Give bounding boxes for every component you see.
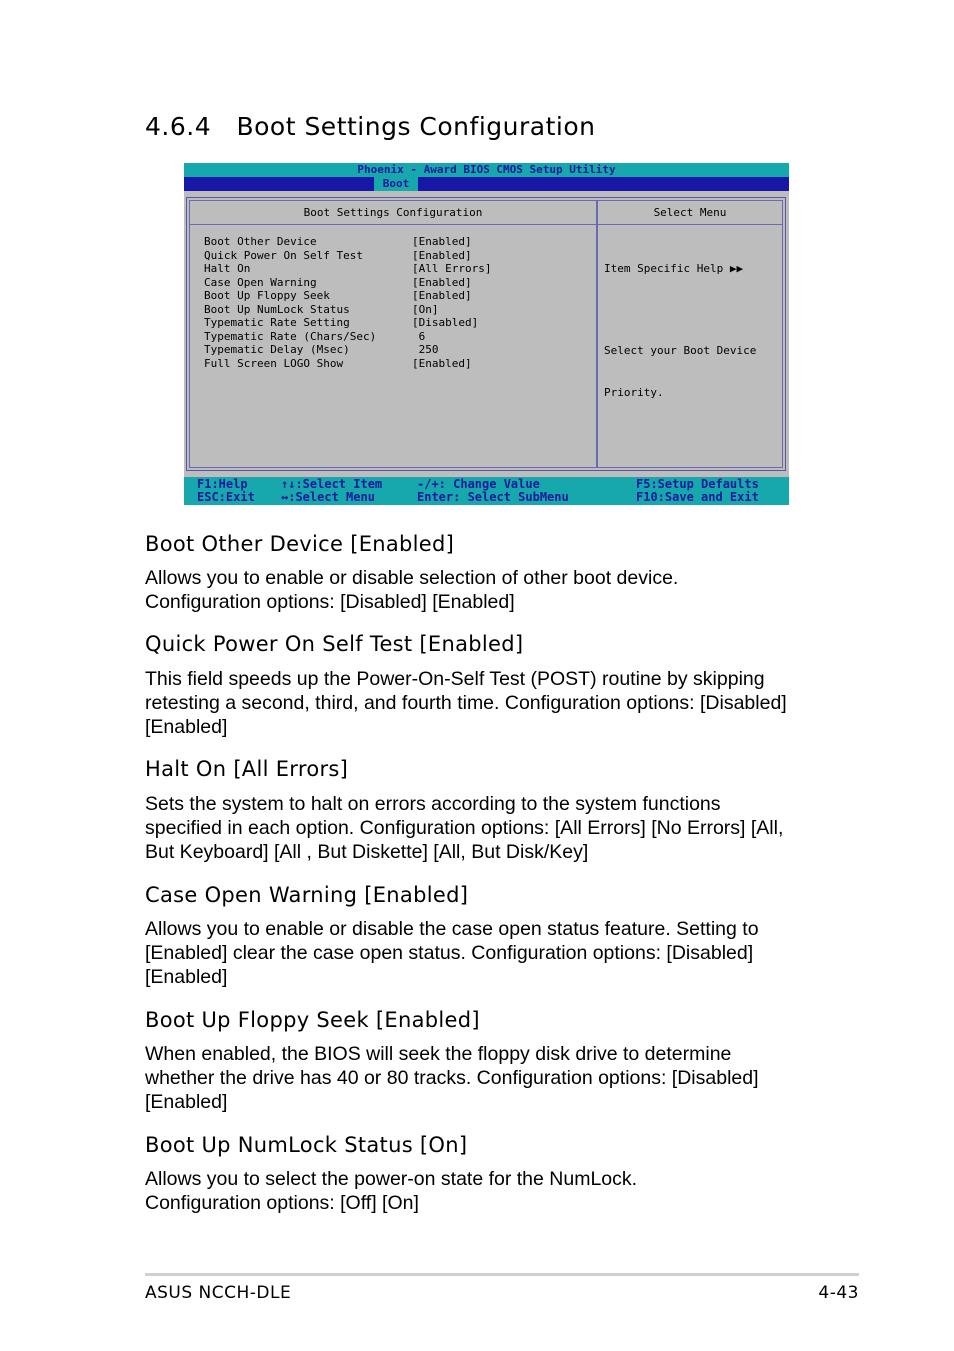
- desc-line: specified in each option. Configuration options: [All Errors] [No Errors] [All,: [145, 817, 784, 839]
- item-description: [145, 917, 825, 989]
- setting-label: Quick Power On Self Test: [204, 248, 363, 262]
- settings-list: [204, 235, 594, 370]
- key-select-menu: ↔:Select Menu: [281, 490, 375, 504]
- item-description: [145, 667, 825, 739]
- key-enter-submenu: Enter: Select SubMenu: [417, 490, 569, 504]
- setting-label: Boot Other Device: [204, 235, 317, 248]
- footer-divider: [145, 1273, 859, 1276]
- section-title: 4.6.4 Boot Settings Configuration: [145, 112, 596, 141]
- setting-row[interactable]: [204, 357, 594, 371]
- setting-row[interactable]: [204, 316, 594, 330]
- key-esc-exit: ESC:Exit: [197, 490, 255, 504]
- setting-value[interactable]: 250: [412, 343, 439, 356]
- bios-main-area: [186, 197, 786, 471]
- item-title: Boot Up Floppy Seek [Enabled]: [145, 1008, 480, 1032]
- key-change-value: -/+: Change Value: [417, 477, 540, 491]
- footer-page-number: 4-43: [818, 1283, 859, 1303]
- desc-line: When enabled, the BIOS will seek the floppy disk drive to determine: [145, 1043, 732, 1065]
- item-specific-help: Item Specific Help ▶▶: [604, 262, 744, 275]
- settings-panel: [189, 200, 597, 468]
- setting-value[interactable]: [Enabled]: [412, 248, 472, 262]
- setting-row[interactable]: [204, 235, 594, 249]
- setting-label: Boot Up Floppy Seek: [204, 289, 330, 302]
- setting-value[interactable]: [Enabled]: [412, 289, 472, 302]
- item-title: Halt On [All Errors]: [145, 757, 349, 781]
- setting-label: Typematic Delay (Msec): [204, 343, 350, 356]
- setting-value[interactable]: [Disabled]: [412, 316, 479, 329]
- item-description: [145, 792, 825, 864]
- key-f1-help: F1:Help: [197, 477, 248, 491]
- bios-title-bar: Phoenix - Award BIOS CMOS Setup Utility: [184, 163, 789, 177]
- setting-row[interactable]: [204, 276, 594, 290]
- item-title: Quick Power On Self Test [Enabled]: [145, 632, 524, 656]
- setting-value[interactable]: [Enabled]: [412, 235, 472, 248]
- desc-line: whether the drive has 40 or 80 tracks. Configuration options: [Disabled]: [145, 1067, 759, 1089]
- setting-value[interactable]: [Enabled]: [412, 275, 472, 289]
- item-title: Boot Other Device [Enabled]: [145, 532, 455, 556]
- setting-row[interactable]: [204, 303, 594, 317]
- setting-row[interactable]: [204, 249, 594, 263]
- setting-value[interactable]: [On]: [412, 302, 439, 316]
- desc-line: Sets the system to halt on errors according to the system functions: [145, 793, 721, 815]
- help-text: [604, 234, 756, 428]
- footer-product-name: ASUS NCCH-DLE: [145, 1283, 292, 1303]
- setting-value[interactable]: [Enabled]: [412, 356, 472, 370]
- setting-value[interactable]: 6: [412, 329, 426, 343]
- bios-tab-boot[interactable]: Boot: [374, 177, 418, 191]
- desc-line: [Enabled] clear the case open status. Configuration options: [Disabled]: [145, 942, 754, 964]
- desc-line: This field speeds up the Power-On-Self Test (POST) routine by skipping: [145, 668, 765, 690]
- help-panel-header: Select Menu: [598, 201, 782, 225]
- bios-menu-bar: [184, 177, 789, 191]
- desc-line: But Keyboard] [All , But Diskette] [All, But Disk/Key]: [145, 841, 589, 863]
- help-line: Select your Boot Device: [604, 344, 757, 357]
- setting-label: Halt On: [204, 262, 251, 275]
- item-description: [145, 1167, 825, 1215]
- help-panel: [597, 200, 783, 468]
- desc-line: Configuration options: [Disabled] [Enabled]: [145, 591, 515, 613]
- help-line: Priority.: [604, 386, 664, 399]
- item-description: [145, 566, 825, 614]
- setting-row[interactable]: [204, 262, 594, 276]
- desc-line: [Enabled]: [145, 966, 228, 988]
- setting-label: Typematic Rate Setting: [204, 316, 350, 329]
- item-description: [145, 1042, 825, 1114]
- key-f5-defaults: F5:Setup Defaults: [636, 477, 759, 491]
- setting-label: Boot Up NumLock Status: [204, 302, 350, 316]
- setting-label: Full Screen LOGO Show: [204, 356, 344, 370]
- key-select-item: ↑↓:Select Item: [281, 477, 383, 491]
- desc-line: Allows you to select the power-on state for the NumLock.: [145, 1168, 638, 1190]
- setting-row[interactable]: [204, 343, 594, 357]
- desc-line: Configuration options: [Off] [On]: [145, 1192, 419, 1214]
- setting-row[interactable]: [204, 289, 594, 303]
- setting-label: Typematic Rate (Chars/Sec): [204, 329, 377, 343]
- setting-label: Case Open Warning: [204, 275, 317, 289]
- desc-line: Allows you to enable or disable the case open status feature. Setting to: [145, 918, 759, 940]
- desc-line: retesting a second, third, and fourth time. Configuration options: [Disabled]: [145, 692, 787, 714]
- settings-panel-header: Boot Settings Configuration: [190, 201, 596, 225]
- bios-screenshot: [184, 163, 789, 505]
- item-title: Case Open Warning [Enabled]: [145, 883, 469, 907]
- setting-value[interactable]: [All Errors]: [412, 262, 492, 275]
- desc-line: [Enabled]: [145, 716, 228, 738]
- desc-line: [Enabled]: [145, 1091, 228, 1113]
- item-title: Boot Up NumLock Status [On]: [145, 1133, 468, 1157]
- setting-row[interactable]: [204, 330, 594, 344]
- key-f10-save: F10:Save and Exit: [636, 490, 759, 504]
- desc-line: Allows you to enable or disable selection of other boot device.: [145, 567, 679, 589]
- bios-key-legend: [184, 477, 789, 505]
